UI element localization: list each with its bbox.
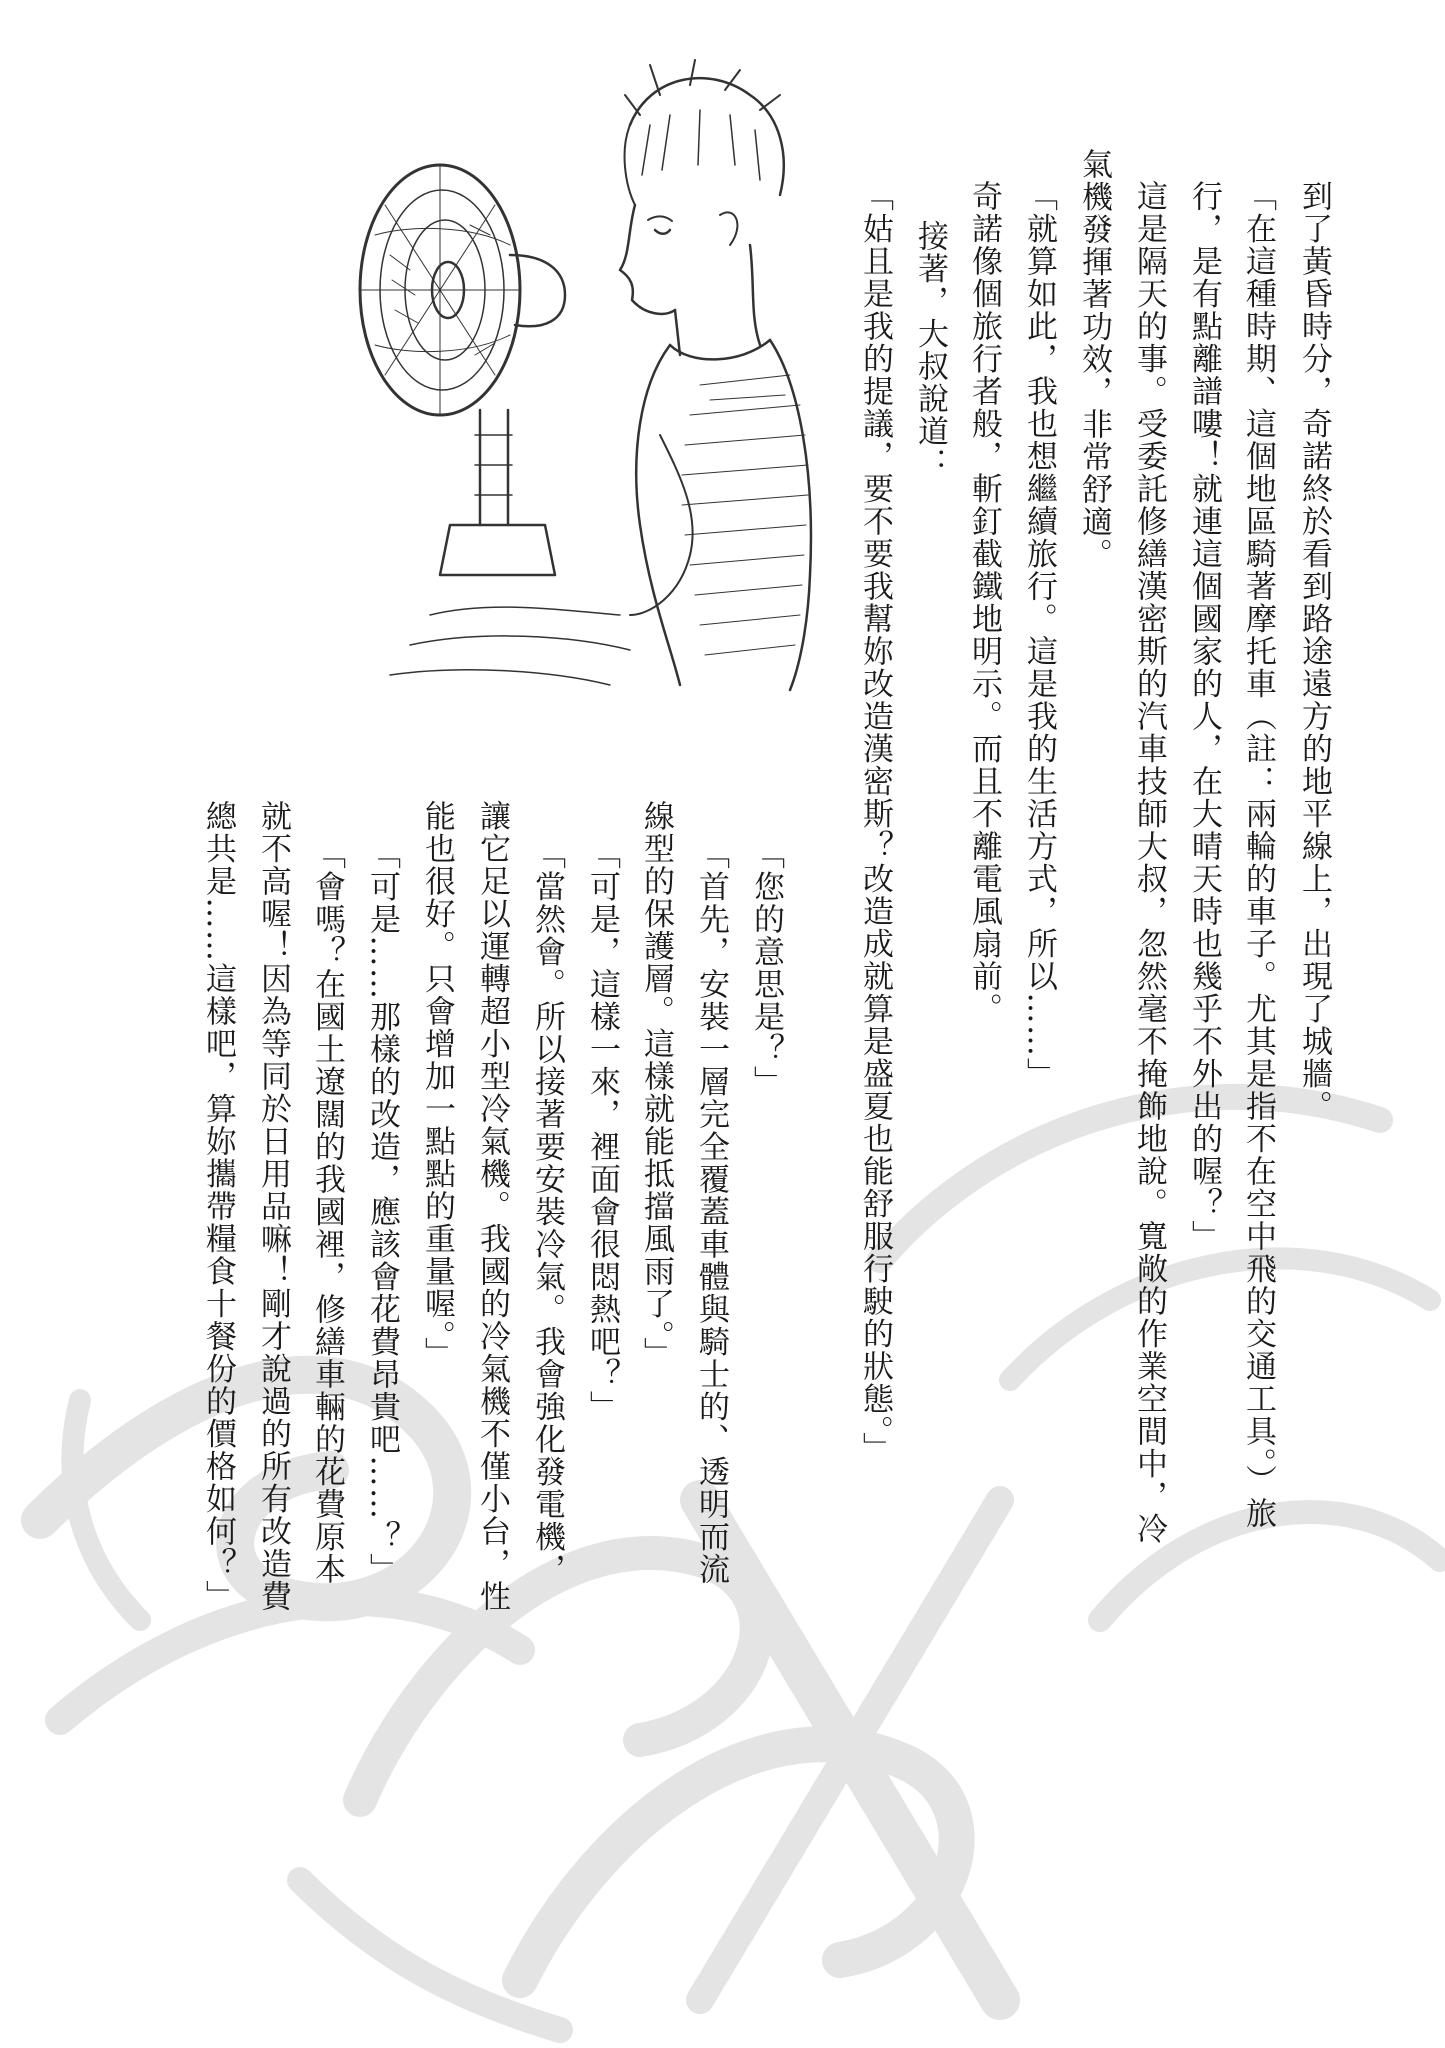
text-column-top-5: 氣機發揮著功效，非常舒適。: [1076, 148, 1112, 571]
text-column-top-8: 接著，大叔說道：: [912, 220, 948, 480]
text-column-bottom-5: 「當然會。所以接著要安裝冷氣。我會強化發電機，: [529, 838, 565, 1586]
illustration: [330, 55, 820, 695]
text-column-top-4: 這是隔天的事。受委託修繕漢密斯的汽車技師大叔，忽然毫不掩飾地說。寬敞的作業空間中，冷: [1131, 180, 1167, 1545]
text-column-bottom-11: 總共是……這樣吧，算妳攜帶糧食十餐份的價格如何？」: [200, 800, 236, 1613]
text-column-top-7: 奇諾像個旅行者般，斬釘截鐵地明示。而且不離電風扇前。: [966, 180, 1002, 1025]
text-column-top-2: 「在這種時期、這個地區騎著摩托車（註：兩輪的車子。尤其是指不在空中飛的交通工具。）旅: [1240, 180, 1276, 1530]
text-column-top-3: 行，是有點離譜嘍！就連這個國家的人，在大晴天時也幾乎不外出的喔？」: [1186, 180, 1222, 1253]
text-column-bottom-3: 線型的保護層。這樣就能抵擋風雨了。」: [638, 800, 674, 1370]
text-column-top-9: 「姑且是我的提議，要不要我幫妳改造漢密斯？改造成就算是盛夏也能舒服行駛的狀態。」: [857, 180, 893, 1465]
text-column-bottom-4: 「可是，這樣一來，裡面會很悶熱吧？」: [584, 838, 620, 1423]
text-column-bottom-2: 「首先，安裝一層完全覆蓋車體與騎士的、透明而流: [693, 838, 729, 1586]
fan-sketch-icon: [330, 55, 820, 695]
text-column-bottom-7: 能也很好。只會增加一點點的重量喔。」: [419, 800, 455, 1370]
text-column-bottom-8: 「可是……那樣的改造，應該會花費昂貴吧……？」: [364, 838, 400, 1586]
text-column-top-1: 到了黃昏時分，奇諾終於看到路途遠方的地平線上，出現了城牆。: [1296, 180, 1332, 1123]
text-column-bottom-10: 就不高喔！因為等同於日用品嘛！剛才說過的所有改造費: [255, 800, 291, 1613]
text-column-bottom-9: 「會嗎？在國土遼闊的我國裡，修繕車輛的花費原本: [309, 838, 345, 1586]
text-column-bottom-6: 讓它足以運轉超小型冷氣機。我國的冷氣機不僅小台，性: [474, 800, 510, 1613]
text-column-bottom-1: 「您的意思是？」: [748, 838, 784, 1098]
text-column-top-6: 「就算如此，我也想繼續旅行。這是我的生活方式，所以……」: [1021, 180, 1057, 1090]
